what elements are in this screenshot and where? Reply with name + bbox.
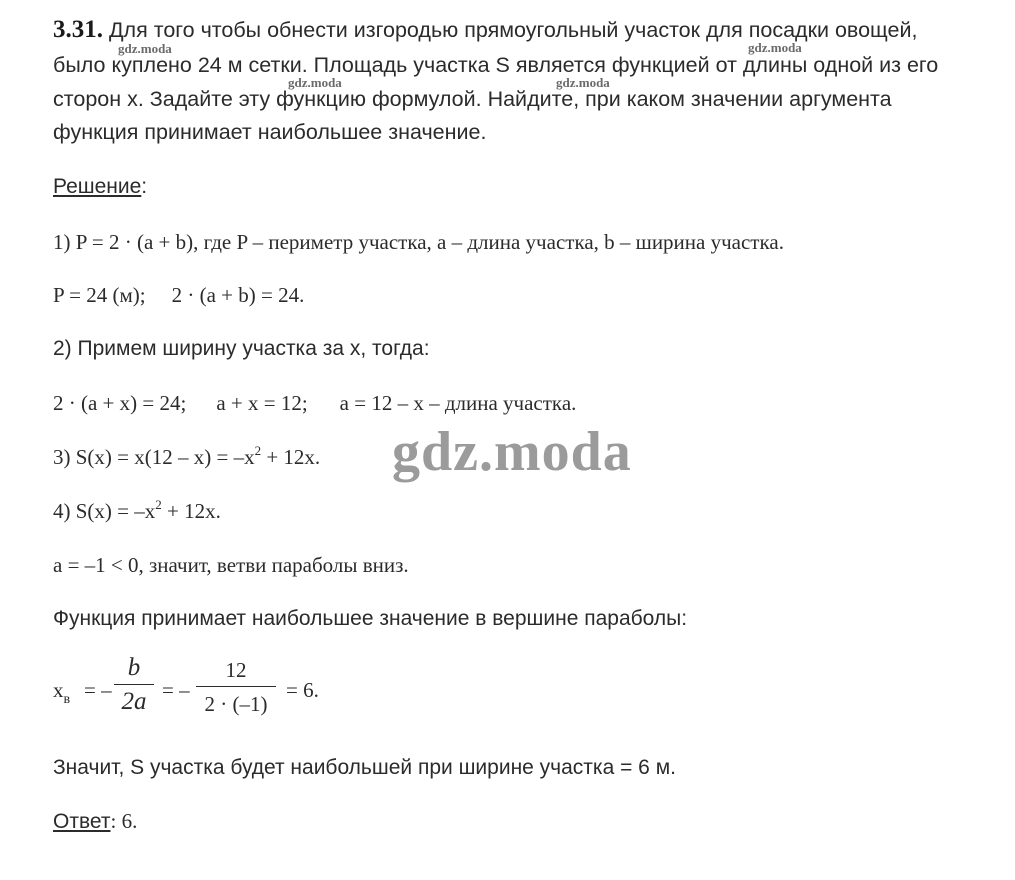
step-4 <box>53 498 221 527</box>
step-1: 1) P = 2 · (a + b), где P – периметр участка, a – длина участка, b – ширина участка. <box>53 230 784 254</box>
watermark-small-1: gdz.moda <box>118 41 172 56</box>
step-3 <box>53 444 320 473</box>
step-4-sup: 2 <box>155 497 162 512</box>
step-1b <box>53 282 304 308</box>
answer-label: Ответ <box>53 810 111 833</box>
problem-line-4: функция принимает наибольшее значение. <box>53 120 487 144</box>
fraction-2-numerator: 12 <box>225 658 247 682</box>
perimeter-value: P = 24 (м); <box>53 283 146 307</box>
problem-line-2: было куплено 24 м сетки. Площадь участка S является функцией от длины одной из его <box>53 53 939 77</box>
watermark-small-2: gdz.moda <box>748 40 802 55</box>
step-3-post: + 12x. <box>261 445 321 469</box>
formula-lhs-x: x <box>53 678 64 702</box>
formula-lhs <box>53 677 70 707</box>
fraction-12-over-2x-1 <box>196 656 276 718</box>
problem-line-3: сторон x. Задайте эту функцию формулой. Найдите, при каком значении аргумента <box>53 87 892 111</box>
step-2b-eq2: a + x = 12; <box>216 391 308 415</box>
watermark-big: gdz.moda <box>392 421 632 483</box>
vertex-text: Функция принимает наибольшее значение в вершине параболы: <box>53 607 688 630</box>
fraction-b-over-2a <box>114 654 154 716</box>
branches-line: a = –1 < 0, значит, ветви параболы вниз. <box>53 553 409 577</box>
watermark-small-3: gdz.moda <box>288 75 342 90</box>
step-2: 2) Примем ширину участка за x, тогда: <box>53 337 430 360</box>
solution-heading <box>53 174 147 200</box>
solution-heading-colon: : <box>141 175 148 198</box>
conclusion: Значит, S участка будет наибольшей при ширине участка = 6 м. <box>53 756 676 779</box>
formula-eq3: = 6. <box>286 678 319 702</box>
solution-heading-label: Решение <box>53 175 142 198</box>
step-4-post: + 12x. <box>161 499 221 523</box>
fraction-1-bar <box>114 684 154 685</box>
step-2b <box>53 390 576 416</box>
step-3-pre: 3) S(x) = x(12 – x) = –x <box>53 445 255 469</box>
step-2b-eq1: 2 · (a + x) = 24; <box>53 391 187 415</box>
problem-number: 3.31. <box>53 16 103 43</box>
formula-lhs-sub: в <box>63 692 71 707</box>
watermark-small-4: gdz.moda <box>556 75 610 90</box>
problem-text-1: Для того чтобы обнести изгородью прямоугольный участок для посадки овощей, <box>109 18 918 42</box>
perimeter-equation: 2 · (a + b) = 24. <box>171 283 305 307</box>
formula-eq1: = – <box>84 678 112 702</box>
formula-eq2: = – <box>162 678 190 702</box>
step-4-pre: 4) S(x) = –x <box>53 499 156 523</box>
answer-line <box>53 808 137 835</box>
fraction-2-bar <box>196 686 276 687</box>
fraction-2-denominator: 2 · (–1) <box>204 692 268 716</box>
step-2b-eq3: a = 12 – x – длина участка. <box>339 391 577 415</box>
fraction-1-denominator: 2a <box>121 688 147 715</box>
answer-value: : 6. <box>110 809 138 833</box>
fraction-1-numerator: b <box>127 654 141 681</box>
step-3-sup: 2 <box>254 443 262 458</box>
